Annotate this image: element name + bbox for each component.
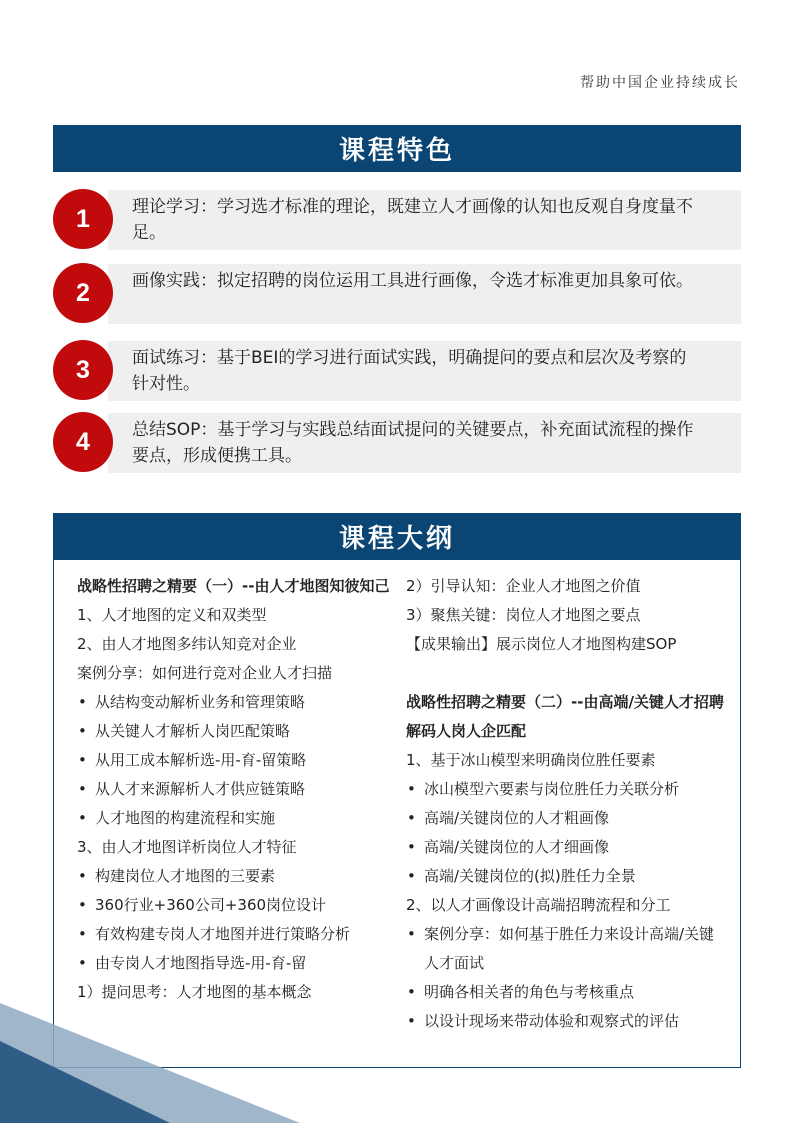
tagline: 帮助中国企业持续成长 <box>580 75 740 91</box>
outline-item: 1）提问思考：人才地图的基本概念 <box>77 983 312 1001</box>
features-header: 课程特色 <box>53 125 741 172</box>
feature-text: 理论学习：学习选才标准的理论，既建立人才画像的认知也反观自身度量不足。 <box>132 197 693 243</box>
outline-bullet-item: • 高端/关键岗位的(拟)胜任力全景 <box>406 862 724 891</box>
feature-item <box>53 331 741 409</box>
outline-item: 2）引导认知：企业人才地图之价值 <box>406 577 641 595</box>
outline-module-title: 战略性招聘之精要（一）--由人才地图知彼知己 <box>77 577 390 595</box>
outline-bullet-item: • 从人才来源解析人才供应链策略 <box>77 775 397 804</box>
outline-bullet-item: • 构建岗位人才地图的三要素 <box>77 862 397 891</box>
feature-item <box>53 254 741 332</box>
outline-item: 3、由人才地图详析岗位人才特征 <box>77 838 297 856</box>
outline-header: 课程大纲 <box>53 513 741 560</box>
outline-bullet-item: • 从结构变动解析业务和管理策略 <box>77 688 397 717</box>
outline-bullet-item: • 冰山模型六要素与岗位胜任力关联分析 <box>406 775 724 804</box>
feature-number-badge: 2 <box>53 263 113 323</box>
outline-module-title: 战略性招聘之精要（二）--由高端/关键人才招聘解码人岗人企匹配 <box>406 693 724 740</box>
feature-item <box>53 180 741 258</box>
outline-bullet-item: • 高端/关键岗位的人才细画像 <box>406 833 724 862</box>
outline-item: 2、由人才地图多纬认知竞对企业 <box>77 635 297 653</box>
outline-bullet-item: • 明确各相关者的角色与考核重点 <box>406 978 724 1007</box>
outline-item: 案例分享：如何进行竞对企业人才扫描 <box>77 664 333 682</box>
outline-item: 【成果输出】展示岗位人才地图构建SOP <box>406 635 677 653</box>
outline-box <box>53 560 741 1068</box>
outline-item: 2、以人才画像设计高端招聘流程和分工 <box>406 896 671 914</box>
outline-item: 1、人才地图的定义和双类型 <box>77 606 267 624</box>
outline-bullet-item: • 以设计现场来带动体验和观察式的评估 <box>406 1007 724 1036</box>
feature-text: 画像实践：拟定招聘的岗位运用工具进行画像，令选才标准更加具象可依。 <box>132 271 693 291</box>
outline-bullet-item: • 有效构建专岗人才地图并进行策略分析 <box>77 920 397 949</box>
outline-bullet-item: • 360行业+360公司+360岗位设计 <box>77 891 397 920</box>
feature-text: 面试练习：基于BEI的学习进行面试实践，明确提问的要点和层次及考察的针对性。 <box>132 348 687 394</box>
outline-item: 1、基于冰山模型来明确岗位胜任要素 <box>406 751 656 769</box>
outline-bullet-item: • 高端/关键岗位的人才粗画像 <box>406 804 724 833</box>
outline-spacer <box>406 659 724 688</box>
outline-bullet-item: • 由专岗人才地图指导选-用-育-留 <box>77 949 397 978</box>
outline-bullet-item: • 案例分享：如何基于胜任力来设计高端/关键人才面试 <box>406 920 724 978</box>
outline-left-column <box>77 572 397 1007</box>
feature-text: 总结SOP：基于学习与实践总结面试提问的关键要点，补充面试流程的操作要点，形成便携工具。 <box>132 420 694 466</box>
feature-item <box>53 403 741 481</box>
outline-item: 3）聚焦关键：岗位人才地图之要点 <box>406 606 641 624</box>
feature-number-badge: 3 <box>53 340 113 400</box>
feature-number-badge: 1 <box>53 189 113 249</box>
outline-bullet-item: • 从关键人才解析人岗匹配策略 <box>77 717 397 746</box>
feature-number-badge: 4 <box>53 412 113 472</box>
outline-bullet-item: • 从用工成本解析选-用-育-留策略 <box>77 746 397 775</box>
outline-right-column <box>406 572 724 1036</box>
outline-bullet-item: • 人才地图的构建流程和实施 <box>77 804 397 833</box>
